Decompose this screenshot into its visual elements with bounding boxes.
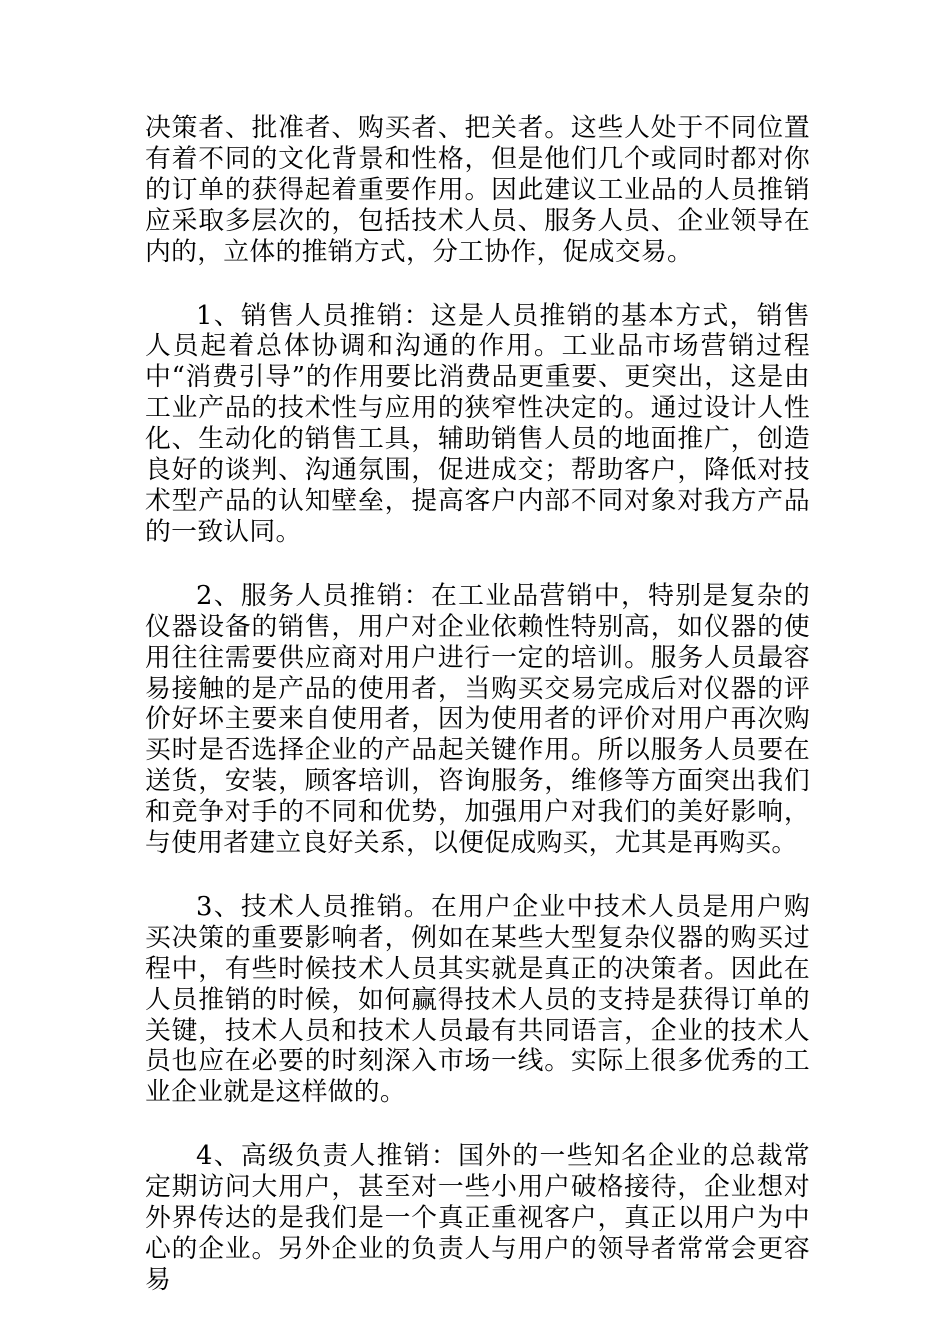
paragraph-sales-staff: 1、销售人员推销：这是人员推销的基本方式，销售人员起着总体协调和沟通的作用。工业品市场营销过程中“消费引导”的作用要比消费品更重要、更突出，这是由工业产品的技术性与应用的狭窄性决定的。通过设计人性化、生动化的销售工具，辅助销售人员的地面推广，创造良好的谈判、沟通氛围，促进成交；帮助客户，降低对技术型产品的认知壁垒，提高客户内部不同对象对我方产品的一致认同。 xyxy=(145,300,810,547)
paragraph-intro: 决策者、批准者、购买者、把关者。这些人处于不同位置有着不同的文化背景和性格，但是他们几个或同时都对你的订单的获得起着重要作用。因此建议工业品的人员推销应采取多层次的，包括技术人员、服务人员、企业领导在内的，立体的推销方式，分工协作，促成交易。 xyxy=(145,113,810,267)
paragraph-technical-staff: 3、技术人员推销。在用户企业中技术人员是用户购买决策的重要影响者，例如在某些大型复杂仪器的购买过程中，有些时候技术人员其实就是真正的决策者。因此在人员推销的时候，如何赢得技术人员的支持是获得订单的关键，技术人员和技术人员最有共同语言，企业的技术人员也应在必要的时刻深入市场一线。实际上很多优秀的工业企业就是这样做的。 xyxy=(145,891,810,1108)
paragraph-senior-executives: 4、高级负责人推销：国外的一些知名企业的总裁常定期访问大用户，甚至对一些小用户破格接待，企业想对外界传达的是我们是一个真正重视客户，真正以用户为中心的企业。另外企业的负责人与用户的领导者常常会更容易 xyxy=(145,1141,810,1295)
paragraph-service-staff: 2、服务人员推销：在工业品营销中，特别是复杂的仪器设备的销售，用户对企业依赖性特别高，如仪器的使用往往需要供应商对用户进行一定的培训。服务人员最容易接触的是产品的使用者，当购买交易完成后对仪器的评价好坏主要来自使用者，因为使用者的评价对用户再次购买时是否选择企业的产品起关键作用。所以服务人员要在送货，安装，顾客培训，咨询服务，维修等方面突出我们和竞争对手的不同和优势，加强用户对我们的美好影响，与使用者建立良好关系，以便促成购买，尤其是再购买。 xyxy=(145,580,810,859)
document-page xyxy=(145,113,810,1329)
